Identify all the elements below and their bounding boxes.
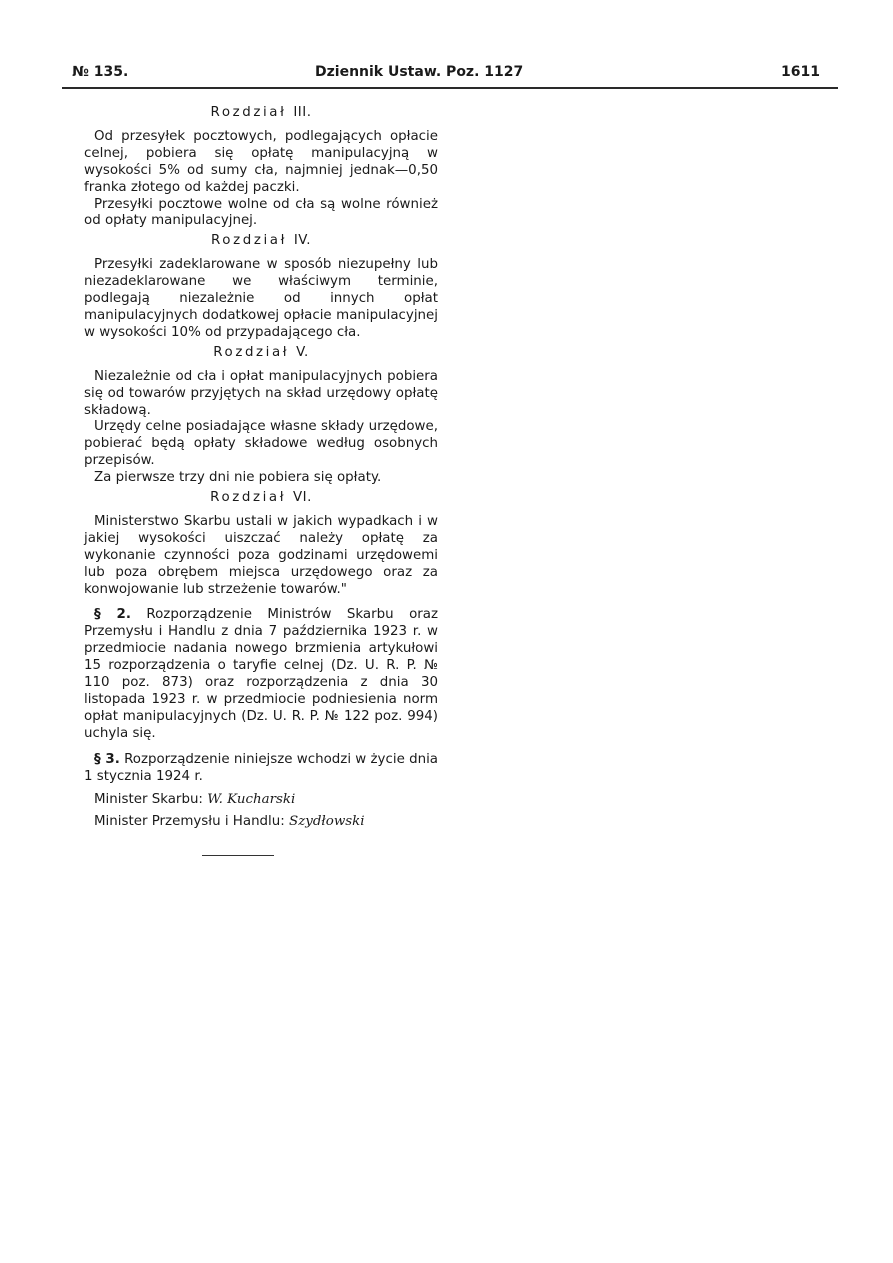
section-3 — [84, 752, 438, 786]
paragraph: Niezależnie od cła i opłat manipulacyjnych pobiera się od towarów przyjętych na skład urzędowy opłatę składową. — [84, 368, 438, 418]
section-mark: § 3. — [94, 751, 120, 767]
paragraph: Przesyłki zadeklarowane w sposób niezupełny lub niezadeklarowane we właściwym terminie, podlegają niezależnie od innych opłat manipulacyjnych dodatkowej opłacie manipulacyjnej w wysokości 10% od przypadającego cła. — [84, 257, 438, 340]
signature-role: Minister Przemysłu i Handlu: — [94, 814, 285, 830]
page-header — [62, 64, 838, 86]
signature-name: Szydłowski — [289, 814, 365, 830]
paragraph: Przesyłki pocztowe wolne od cła są wolne również od opłaty manipulacyjnej. — [84, 196, 438, 229]
journal-title: Dziennik Ustaw. Poz. 1127 — [315, 64, 524, 80]
paragraph: Urzędy celne posiadające własne składy urzędowe, pobierać będą opłaty składowe według osobnych przepisów. — [84, 419, 438, 469]
issue-number: № 135. — [72, 64, 129, 80]
chapter-label: Rozdział — [210, 490, 287, 506]
chapter-heading-6 — [84, 490, 438, 507]
signature-finance-minister — [84, 792, 438, 809]
paragraph: Od przesyłek pocztowych, podlegających opłacie celnej, pobiera się opłatę manipulacyjną w wysokości 5% od sumy cła, najmniej jednak—0,50 franka złotego od każdej paczki. — [84, 128, 438, 195]
paragraph: Ministerstwo Skarbu ustali w jakich wypadkach i w jakiej wysokości uiszczać należy opłatę za wykonanie czynności poza godzinami urzędowemi lub poza obrębem miejsca urzędowego oraz za konwojowanie lub strzeżenie towarów." — [84, 513, 438, 597]
chapter-number: IV. — [293, 233, 311, 249]
chapter-number: VI. — [292, 490, 312, 506]
chapter-number: V. — [296, 344, 309, 360]
document-column — [84, 102, 438, 856]
chapter-label: Rozdział — [210, 105, 287, 120]
section-2 — [84, 607, 438, 742]
chapter-label: Rozdział — [213, 344, 290, 360]
chapter-label: Rozdział — [211, 233, 287, 249]
chapter-number: III. — [293, 105, 312, 120]
signature-role: Minister Skarbu: — [94, 791, 203, 807]
section-text: Rozporządzenie Ministrów Skarbu oraz Przemysłu i Handlu z dnia 7 października 1923 r. w przedmiocie nadania nowego brzmienia artykułowi 15 rozporządzenia o taryfie celnej (Dz. U. R. P. № 110 poz. 873) oraz rozporządzenia z dnia 30 listopada 1923 r. w przedmiocie podniesienia norm opłat manipulacyjnych (Dz. U. R. P. № 122 poz. 994) uchyla się. — [84, 607, 439, 741]
chapter-heading-5 — [84, 345, 438, 362]
chapter-heading-4 — [84, 233, 438, 250]
section-text: Rozporządzenie niniejsze wchodzi w życie dnia 1 stycznia 1924 r. — [84, 751, 438, 784]
section-mark: § 2. — [94, 607, 131, 623]
chapter-heading-3 — [84, 105, 438, 122]
closing-rule — [202, 855, 274, 856]
header-rule — [62, 87, 838, 89]
signature-name: W. Kucharski — [207, 791, 296, 807]
signature-industry-minister — [84, 814, 438, 831]
paragraph: Za pierwsze trzy dni nie pobiera się opłaty. — [94, 470, 382, 486]
page-number: 1611 — [781, 64, 820, 80]
